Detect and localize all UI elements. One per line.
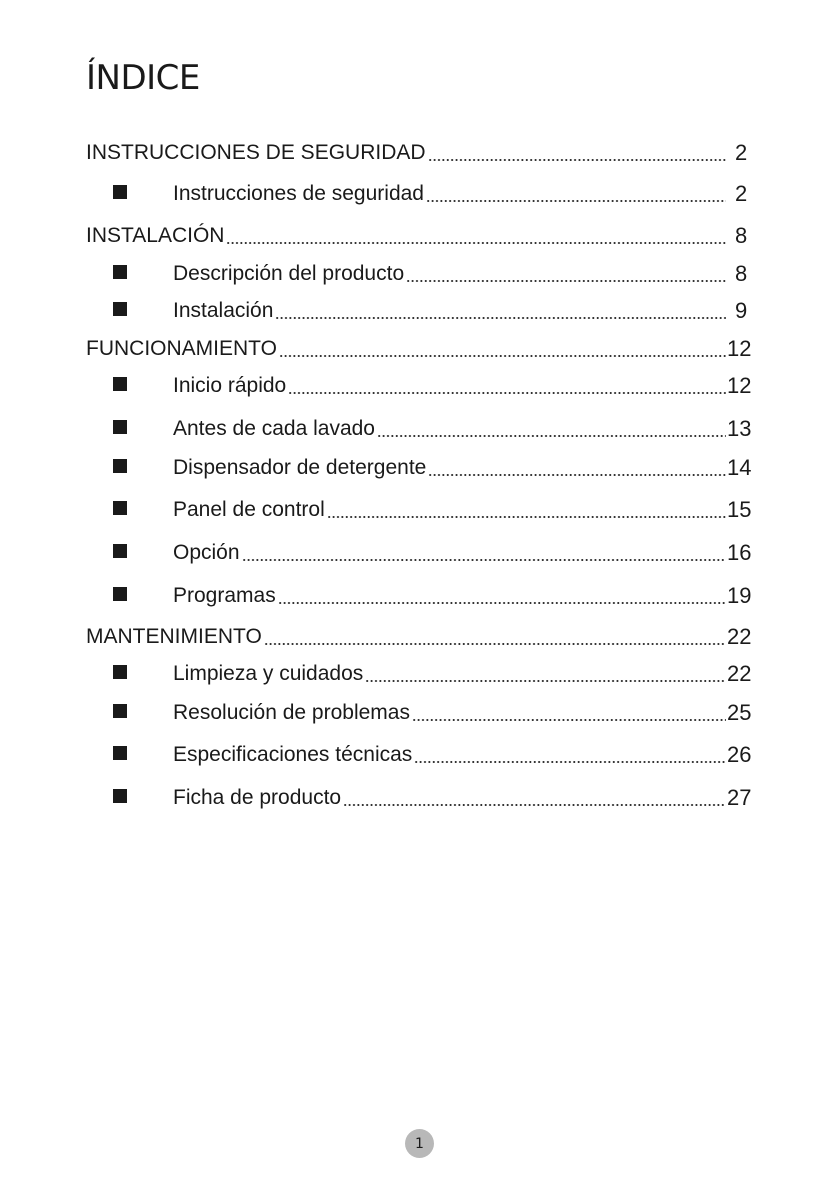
toc-entry-label: INSTALACIÓN	[86, 224, 225, 247]
toc-page-number: 13	[727, 416, 752, 441]
square-bullet-icon	[113, 302, 127, 316]
square-bullet-icon	[113, 789, 127, 803]
square-bullet-icon	[113, 265, 127, 279]
toc-entry-label: Antes de cada lavado	[173, 417, 375, 440]
toc-page-number: 15	[727, 497, 752, 522]
dot-leader	[278, 583, 726, 605]
toc-page-number: 12	[727, 373, 752, 398]
toc-entry[interactable]	[0, 177, 840, 207]
toc-entry-label: Instrucciones de seguridad	[173, 182, 424, 205]
dot-leader	[327, 497, 726, 519]
square-bullet-icon	[113, 704, 127, 718]
dot-leader	[365, 661, 726, 683]
toc-entry[interactable]	[0, 412, 840, 442]
toc-page-number: 19	[727, 583, 752, 608]
toc-page-number: 8	[735, 223, 748, 248]
toc-entry[interactable]	[0, 294, 840, 324]
toc-entry-section[interactable]	[0, 332, 840, 362]
dot-leader	[426, 181, 726, 203]
toc-entry-label: MANTENIMIENTO	[86, 625, 262, 648]
dot-leader	[412, 700, 726, 722]
dot-leader	[226, 223, 726, 245]
toc-entry-label: FUNCIONAMIENTO	[86, 337, 277, 360]
toc-entry-label: Resolución de problemas	[173, 701, 410, 724]
square-bullet-icon	[113, 544, 127, 558]
toc-entry[interactable]	[0, 657, 840, 687]
toc-entry-label: Dispensador de detergente	[173, 456, 427, 479]
toc-entry[interactable]	[0, 738, 840, 768]
square-bullet-icon	[113, 459, 127, 473]
toc-entry-label: Descripción del producto	[173, 262, 405, 285]
toc-page-number: 8	[735, 261, 748, 286]
page-title: ÍNDICE	[86, 58, 200, 98]
dot-leader	[428, 455, 726, 477]
toc-entry-label: INSTRUCCIONES DE SEGURIDAD	[86, 141, 426, 164]
square-bullet-icon	[113, 501, 127, 515]
toc-entry-label: Programas	[173, 584, 276, 607]
dot-leader	[377, 416, 726, 438]
toc-page-number: 22	[727, 624, 752, 649]
toc-entry[interactable]	[0, 257, 840, 287]
toc-page-number: 9	[735, 298, 748, 323]
toc-entry-label: Opción	[173, 541, 240, 564]
page-number-badge	[405, 1129, 434, 1158]
square-bullet-icon	[113, 377, 127, 391]
toc-entry-label: Inicio rápido	[173, 374, 287, 397]
toc-page-number: 2	[735, 181, 748, 206]
toc-entry[interactable]	[0, 536, 840, 566]
dot-leader	[279, 336, 726, 358]
square-bullet-icon	[113, 185, 127, 199]
toc-entry-section[interactable]	[0, 620, 840, 650]
dot-leader	[275, 298, 726, 320]
toc-page-number: 26	[727, 742, 752, 767]
dot-leader	[264, 624, 726, 646]
dot-leader	[288, 373, 726, 395]
square-bullet-icon	[113, 420, 127, 434]
square-bullet-icon	[113, 746, 127, 760]
toc-entry[interactable]	[0, 579, 840, 609]
toc-entry-label: Panel de control	[173, 498, 325, 521]
toc-entry-label: Ficha de producto	[173, 786, 342, 809]
toc-entry-label: Especificaciones técnicas	[173, 743, 413, 766]
toc-page-number: 12	[727, 336, 752, 361]
toc-page-number: 22	[727, 661, 752, 686]
toc-entry[interactable]	[0, 451, 840, 481]
dot-leader	[414, 742, 726, 764]
toc-entry[interactable]	[0, 696, 840, 726]
toc-entry-label: Instalación	[173, 299, 274, 322]
dot-leader	[406, 261, 726, 283]
square-bullet-icon	[113, 587, 127, 601]
toc-entry-label: Limpieza y cuidados	[173, 662, 364, 685]
toc-entry[interactable]	[0, 369, 840, 399]
toc-page-number: 27	[727, 785, 752, 810]
dot-leader	[428, 140, 726, 162]
toc-page-number: 14	[727, 455, 752, 480]
toc-page-number: 2	[735, 140, 748, 165]
toc-entry[interactable]	[0, 781, 840, 811]
toc-page-number: 25	[727, 700, 752, 725]
toc-entry-section[interactable]	[0, 219, 840, 249]
toc-entry[interactable]	[0, 493, 840, 523]
dot-leader	[343, 785, 726, 807]
toc-entry-section[interactable]	[0, 136, 840, 166]
square-bullet-icon	[113, 665, 127, 679]
dot-leader	[242, 540, 726, 562]
toc-page-number: 16	[727, 540, 752, 565]
page-number: 1	[415, 1135, 424, 1152]
